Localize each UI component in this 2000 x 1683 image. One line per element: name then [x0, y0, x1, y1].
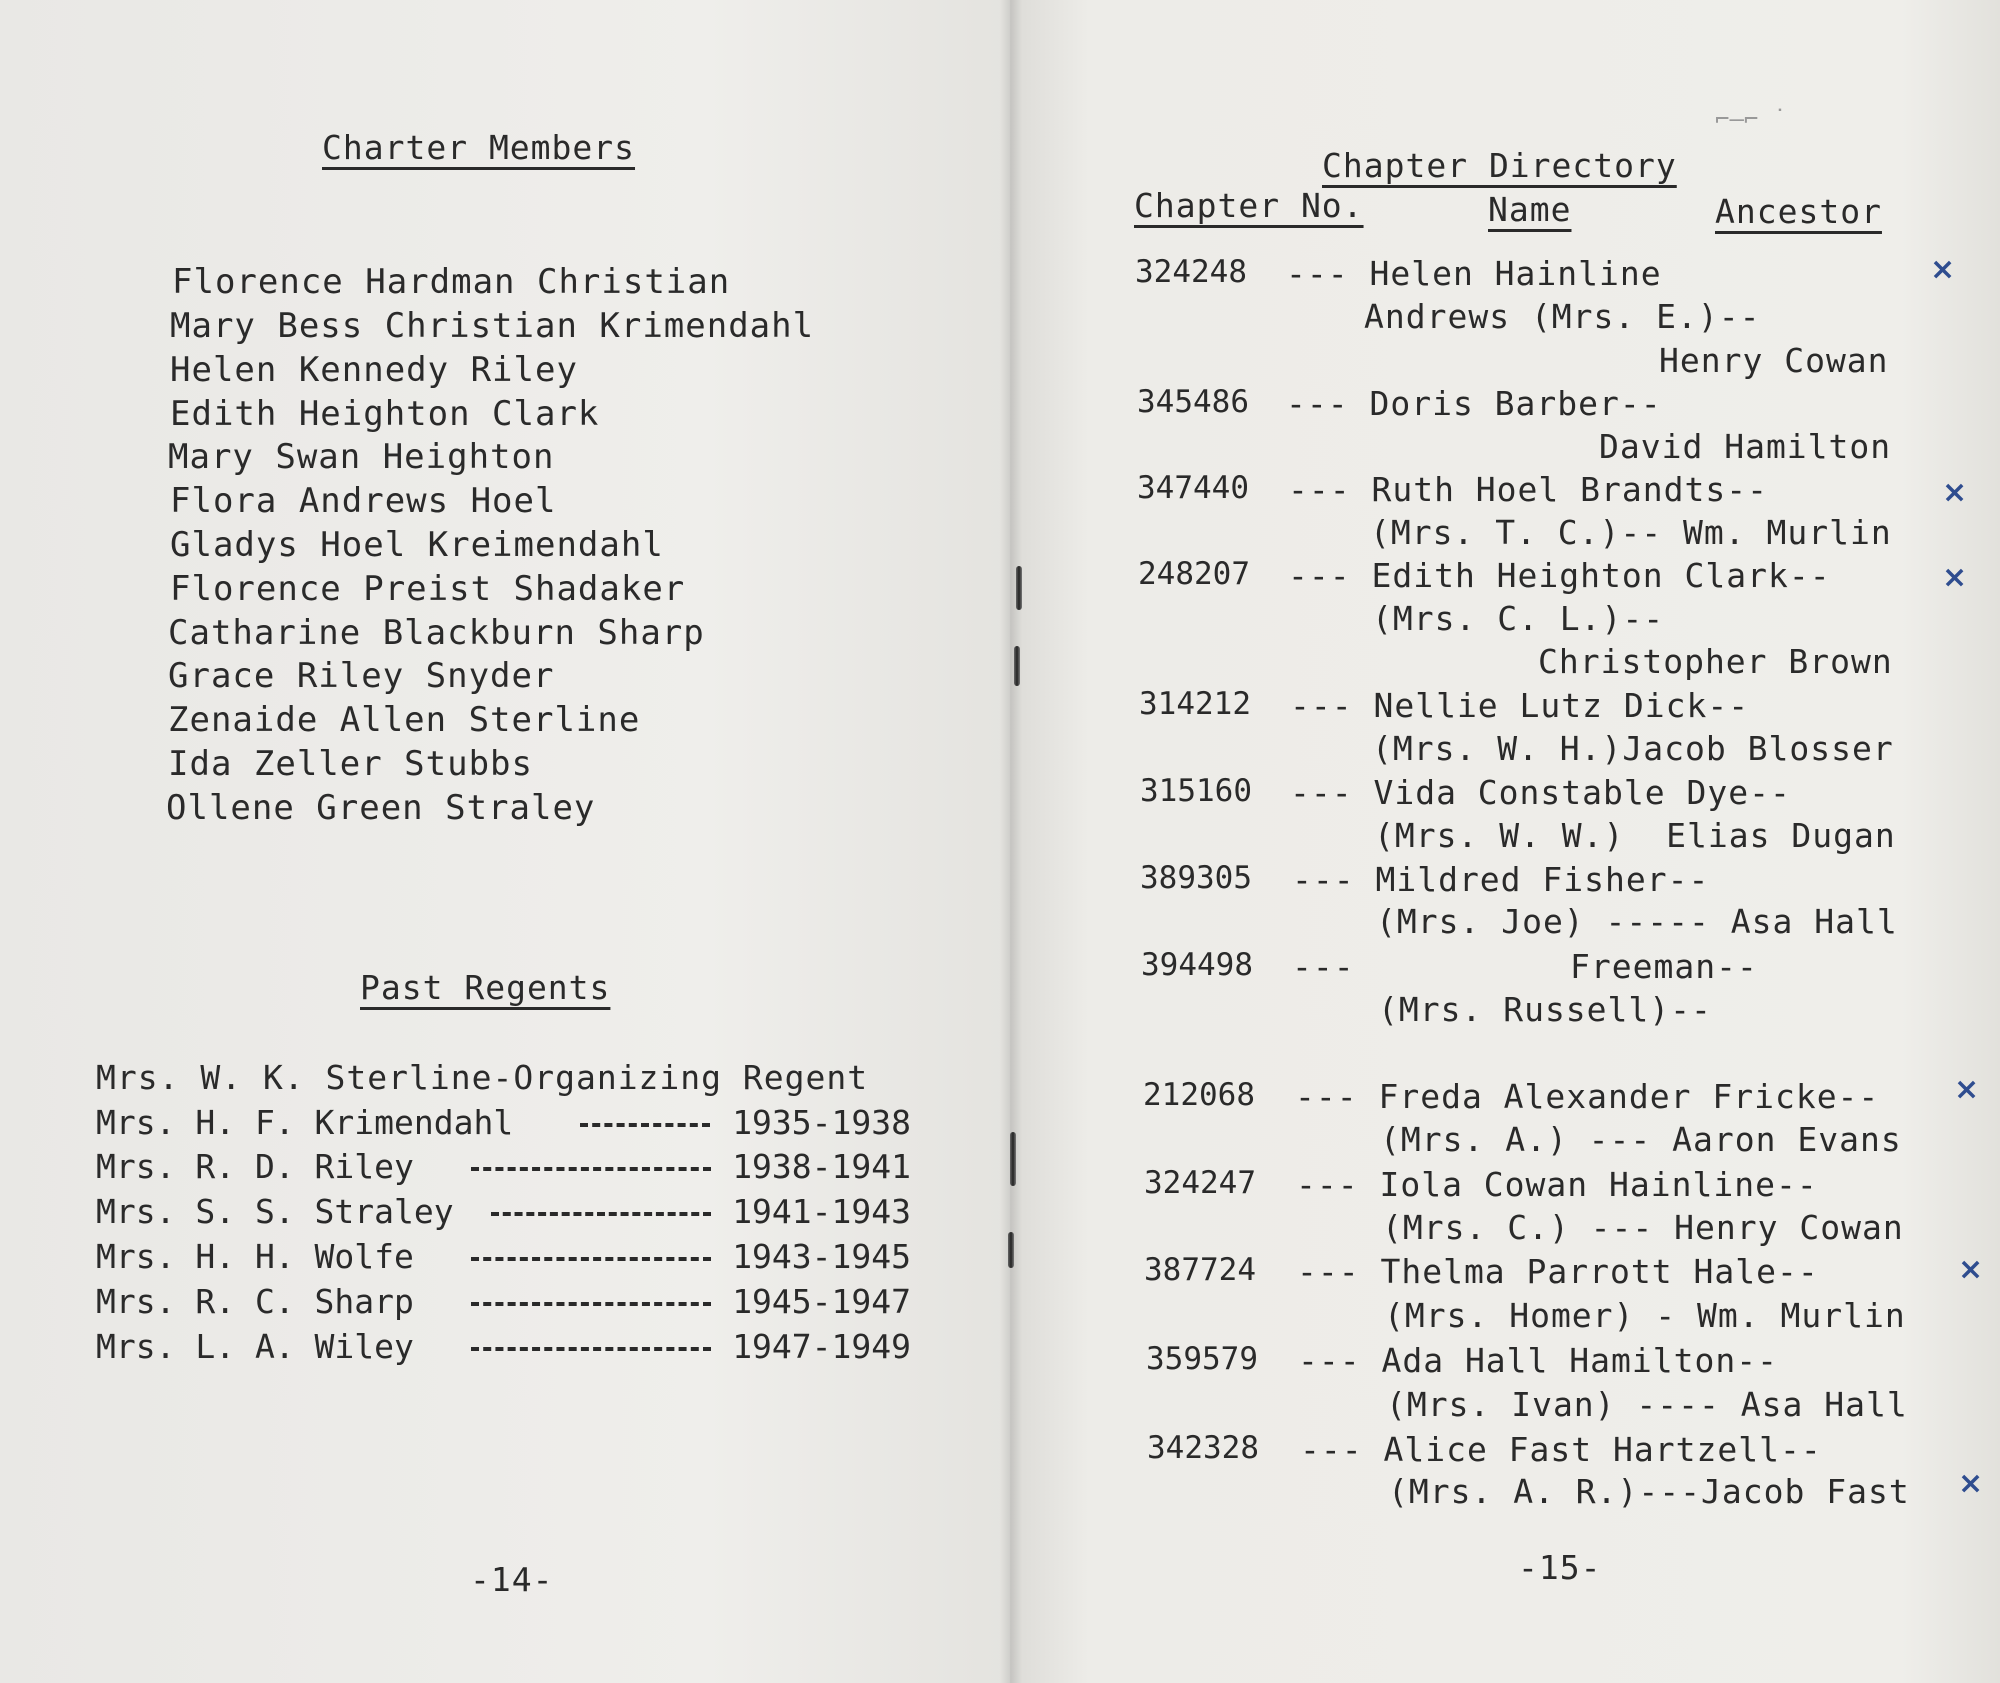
charter-member: Flora Andrews Hoel	[170, 481, 557, 521]
entry-line: --- Helen Hainline	[1286, 254, 1662, 293]
entry-line: (Mrs. W. W.) Elias Dugan	[1374, 816, 1896, 855]
staple	[1014, 646, 1020, 686]
entry-line: --- Alice Fast Hartzell--	[1300, 1430, 1822, 1469]
check-mark-icon: ⨯	[1958, 1466, 1984, 1501]
charter-member: Zenaide Allen Sterline	[168, 700, 641, 740]
entry-line: --- Iola Cowan Hainline--	[1296, 1165, 1818, 1204]
leader-dashes	[471, 1347, 711, 1351]
entry-line: (Mrs. Russell)--	[1378, 990, 1712, 1029]
past-regents-heading: Past Regents	[360, 968, 611, 1007]
entry-line: --- Edith Heighton Clark--	[1288, 556, 1831, 595]
organizing-regent: Mrs. W. K. Sterline-Organizing Regent	[96, 1058, 869, 1097]
charter-member: Edith Heighton Clark	[170, 394, 600, 434]
chapter-number: 359579	[1146, 1341, 1258, 1377]
column-header-chapter-no: Chapter No.	[1134, 186, 1364, 225]
entry-line: ---	[1292, 947, 1355, 986]
entry-line: (Mrs. W. H.)Jacob Blosser	[1372, 729, 1894, 768]
check-mark-icon: ⨯	[1958, 1252, 1984, 1287]
staple	[1010, 1132, 1016, 1186]
charter-member: Catharine Blackburn Sharp	[168, 613, 705, 653]
regent-row	[96, 1282, 911, 1322]
regent-years: 1941-1943	[732, 1192, 911, 1231]
regent-years: 1943-1945	[732, 1237, 911, 1276]
column-header-ancestor: Ancestor	[1715, 192, 1882, 231]
entry-line: (Mrs. Homer) - Wm. Murlin	[1384, 1296, 1906, 1335]
entry-line: --- Vida Constable Dye--	[1290, 773, 1791, 812]
staple	[1016, 566, 1022, 610]
chapter-number: 342328	[1147, 1430, 1259, 1466]
check-mark-icon: ⨯	[1954, 1072, 1980, 1107]
entry-line: (Mrs. C. L.)--	[1372, 599, 1665, 638]
entry-line: --- Mildred Fisher--	[1292, 860, 1710, 899]
leader-dashes	[471, 1167, 711, 1171]
entry-line: (Mrs. A. R.)---Jacob Fast	[1388, 1472, 1910, 1511]
column-header-name: Name	[1488, 190, 1572, 229]
regent-name: Mrs. R. C. Sharp	[96, 1282, 414, 1321]
entry-line: Freeman--	[1570, 947, 1758, 986]
entry-line: (Mrs. Ivan) ---- Asa Hall	[1386, 1385, 1908, 1424]
chapter-number: 248207	[1138, 556, 1250, 592]
entry-line: (Mrs. Joe) ----- Asa Hall	[1376, 902, 1898, 941]
charter-member: Grace Riley Snyder	[168, 656, 555, 696]
chapter-number: 347440	[1137, 470, 1249, 506]
regent-name: Mrs. R. D. Riley	[96, 1147, 414, 1186]
leader-dashes	[471, 1257, 711, 1261]
regent-years: 1938-1941	[732, 1147, 911, 1186]
chapter-number: 324248	[1135, 254, 1247, 290]
entry-line: Henry Cowan	[1659, 341, 1889, 380]
entry-line: (Mrs. C.) --- Henry Cowan	[1382, 1208, 1904, 1247]
charter-member: Mary Swan Heighton	[168, 437, 555, 477]
chapter-number: 324247	[1144, 1165, 1256, 1201]
check-mark-icon: ⨯	[1942, 475, 1968, 510]
chapter-number: 387724	[1144, 1252, 1256, 1288]
entry-line: (Mrs. A.) --- Aaron Evans	[1380, 1120, 1902, 1159]
entry-line: --- Ada Hall Hamilton--	[1298, 1341, 1778, 1380]
staple	[1008, 1232, 1014, 1268]
charter-member: Florence Preist Shadaker	[170, 569, 686, 609]
regent-name: Mrs. L. A. Wiley	[96, 1327, 414, 1366]
entry-line: --- Nellie Lutz Dick--	[1290, 686, 1750, 725]
page-number-right: -15-	[1518, 1548, 1602, 1587]
regent-name: Mrs. H. H. Wolfe	[96, 1237, 414, 1276]
charter-member: Mary Bess Christian Krimendahl	[170, 306, 815, 346]
regent-years: 1947-1949	[732, 1327, 911, 1366]
chapter-number: 315160	[1140, 773, 1252, 809]
regent-row	[96, 1327, 911, 1367]
entry-line: --- Thelma Parrott Hale--	[1297, 1252, 1819, 1291]
regent-years: 1945-1947	[732, 1282, 911, 1321]
leader-dashes	[580, 1123, 710, 1127]
chapter-number: 345486	[1137, 384, 1249, 420]
entry-line: Christopher Brown	[1538, 642, 1893, 681]
charter-member: Gladys Hoel Kreimendahl	[170, 525, 664, 565]
regent-years: 1935-1938	[732, 1103, 911, 1142]
entry-line: --- Freda Alexander Fricke--	[1295, 1077, 1880, 1116]
chapter-number: 314212	[1139, 686, 1251, 722]
regent-name: Mrs. S. S. Straley	[96, 1192, 454, 1231]
check-mark-icon: ⨯	[1930, 252, 1956, 287]
binding-fold	[1000, 0, 1022, 1683]
chapter-number: 212068	[1143, 1077, 1255, 1113]
entry-line: Andrews (Mrs. E.)--	[1364, 297, 1761, 336]
right-page	[1010, 0, 2000, 1683]
leader-dashes	[471, 1302, 711, 1306]
regent-row	[96, 1237, 911, 1277]
check-mark-icon: ⨯	[1942, 560, 1968, 595]
charter-members-heading: Charter Members	[322, 128, 636, 167]
chapter-number: 394498	[1141, 947, 1253, 983]
chapter-number: 389305	[1140, 860, 1252, 896]
regent-row	[96, 1192, 911, 1232]
page-number-left: -14-	[470, 1560, 554, 1599]
entry-line: --- Doris Barber--	[1286, 384, 1662, 423]
regent-row	[96, 1103, 911, 1143]
charter-member: Ollene Green Straley	[166, 788, 596, 828]
entry-line: --- Ruth Hoel Brandts--	[1288, 470, 1768, 509]
regent-row	[96, 1147, 911, 1187]
charter-member: Florence Hardman Christian	[172, 262, 731, 302]
charter-member: Helen Kennedy Riley	[170, 350, 578, 390]
leader-dashes	[491, 1212, 711, 1216]
chapter-directory-title: Chapter Directory	[1322, 146, 1677, 185]
entry-line: (Mrs. T. C.)-- Wm. Murlin	[1370, 513, 1892, 552]
regent-name: Mrs. H. F. Krimendahl	[96, 1103, 514, 1142]
faint-pencil-marks: ⌐–⌐ ˙	[1715, 105, 1788, 133]
charter-member: Ida Zeller Stubbs	[168, 744, 533, 784]
entry-line: David Hamilton	[1599, 427, 1892, 466]
